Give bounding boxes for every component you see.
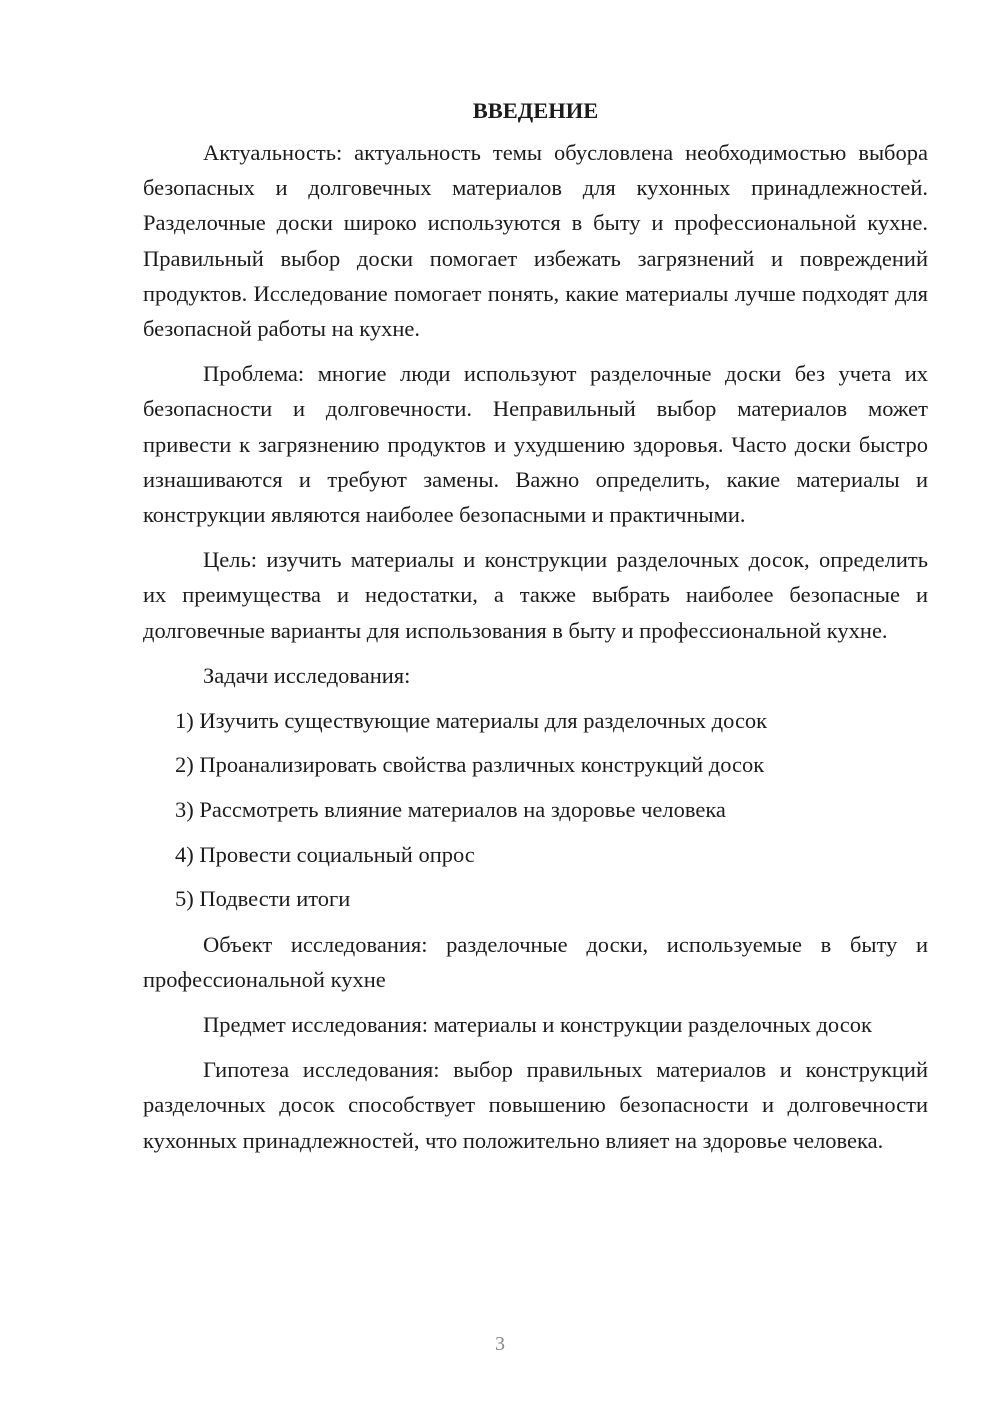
paragraph-problem: Проблема: многие люди используют разделочные доски без учета их безопасности и долговечности. Неправильный выбор материалов может привести к загрязнению продуктов и ухудшению здоровья. Часто доски быстро изнашиваются и требуют замены. Важно определить, какие материалы и конструкции являются наиболее безопасными и практичными. xyxy=(143,361,928,528)
paragraph-subject: Предмет исследования: материалы и конструкции разделочных досок xyxy=(203,1011,872,1037)
task-item-2: 2) Проанализировать свойства различных конструкций досок xyxy=(175,752,765,778)
task-item-3: 3) Рассмотреть влияние материалов на здоровье человека xyxy=(175,796,726,822)
paragraph-goal: Цель: изучить материалы и конструкции разделочных досок, определить их преимущества и недостатки, а также выбрать наиболее безопасные и долговечные варианты для использования в быту и профессиональной кухне. xyxy=(143,547,928,643)
tasks-list xyxy=(143,703,928,917)
task-item-1: 1) Изучить существующие материалы для разделочных досок xyxy=(175,707,768,733)
paragraph-object: Объект исследования: разделочные доски, используемые в быту и профессиональной кухне xyxy=(143,931,928,992)
paragraph-hypothesis: Гипотеза исследования: выбор правильных материалов и конструкций разделочных досок способствует повышению безопасности и долговечности кухонных принадлежностей, что положительно влияет на здоровье человека. xyxy=(143,1057,928,1153)
task-item-5: 5) Подвести итоги xyxy=(175,886,351,912)
task-item-4: 4) Провести социальный опрос xyxy=(175,841,475,867)
tasks-heading: Задачи исследования: xyxy=(203,662,411,688)
page-content xyxy=(143,93,928,1158)
page-number: 3 xyxy=(495,1333,505,1355)
page-title: ВВЕДЕНИЕ xyxy=(472,98,599,123)
paragraph-relevance: Актуальность: актуальность темы обусловлена необходимостью выбора безопасных и долговечных материалов для кухонных принадлежностей. Разделочные доски широко используются в быту и профессиональной кухне. Правильный выбор доски помогает избежать загрязнений и повреждений продуктов. Исследование помогает понять, какие материалы лучше подходят для безопасной работы на кухне. xyxy=(143,140,928,342)
